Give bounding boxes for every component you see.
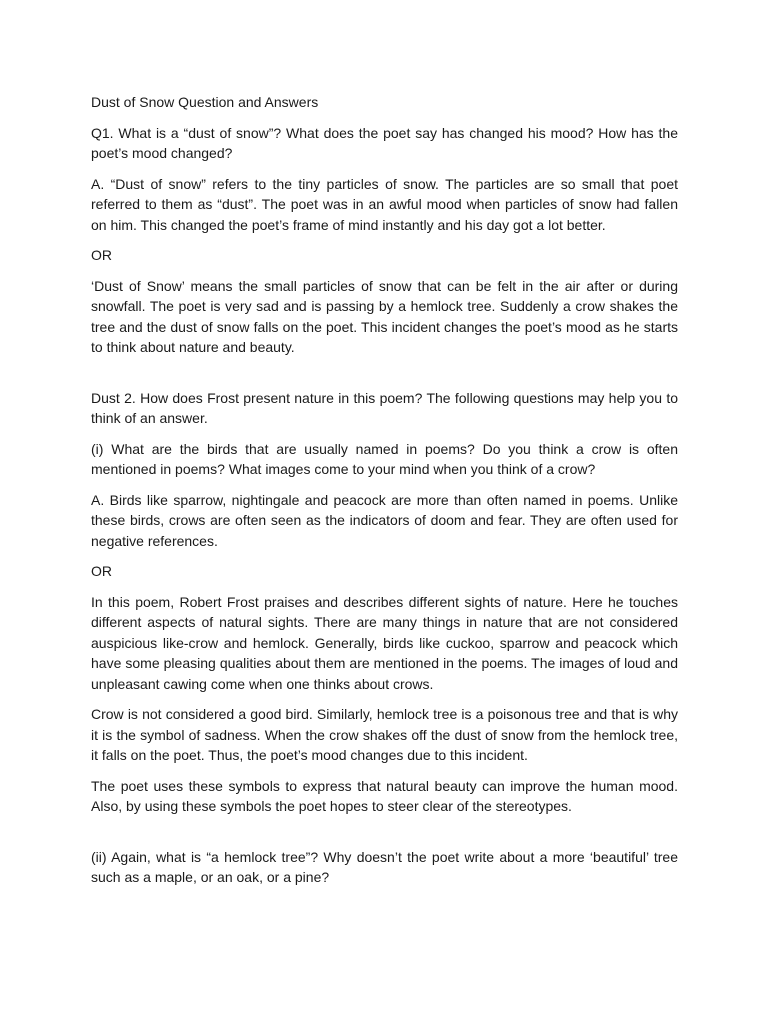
answer-2-i: A. Birds like sparrow, nightingale and peacock are more than often named in poems. Unlike these birds, crows are often seen as the indicators of doom and fear. They are often used for negative references. (91, 491, 678, 549)
answer-q1-alternate: ‘Dust of Snow’ means the small particles of snow that can be felt in the air after or during snowfall. The poet is very sad and is passing by a hemlock tree. Suddenly a crow shakes the tree and the dust of snow falls on the poet. This incident changes the poet’s mood as he starts to think about nature and beauty. (91, 277, 678, 355)
or-separator: OR (91, 247, 112, 263)
or-separator: OR (91, 563, 112, 579)
answer-2-i-paragraph: Crow is not considered a good bird. Similarly, hemlock tree is a poisonous tree and that is why it is the symbol of sadness. When the crow shakes off the dust of snow from the hemlock tree, it falls on the poet. Thus, the poet’s mood changes due to this incident. (91, 706, 678, 763)
document-page (91, 92, 678, 888)
question-2-i: (i) What are the birds that are usually named in poems? Do you think a crow is often mentioned in poems? What images come to your mind when you think of a crow? (91, 440, 678, 477)
question-2-ii: (ii) Again, what is “a hemlock tree”? Why doesn’t the poet write about a more ‘beautiful’ tree such as a maple, or an oak, or a pine? (91, 848, 678, 885)
question-2: Dust 2. How does Frost present nature in this poem? The following questions may help you to think of an answer. (91, 389, 678, 426)
question-q1: Q1. What is a “dust of snow”? What does the poet say has changed his mood? How has the poet’s mood changed? (91, 124, 678, 161)
answer-q1: A. “Dust of snow” refers to the tiny particles of snow. The particles are so small that poet referred to them as “dust”. The poet was in an awful mood when particles of snow had fallen on him. This changed the poet’s frame of mind instantly and his day got a lot better. (91, 175, 678, 233)
answer-2-i-conclusion: The poet uses these symbols to express that natural beauty can improve the human mood. Also, by using these symbols the poet hopes to steer clear of the stereotypes. (91, 777, 678, 814)
document-title: Dust of Snow Question and Answers (91, 94, 319, 110)
answer-2-i-alternate: In this poem, Robert Frost praises and describes different sights of nature. Here he touches different aspects of natural sights. There are many things in nature that are not considered auspicious like-crow and hemlock. Generally, birds like cuckoo, sparrow and peacock which have some pleasing qualities about them are mentioned in the poems. The images of loud and unpleasant cawing come when one thinks about crows. (91, 593, 678, 692)
